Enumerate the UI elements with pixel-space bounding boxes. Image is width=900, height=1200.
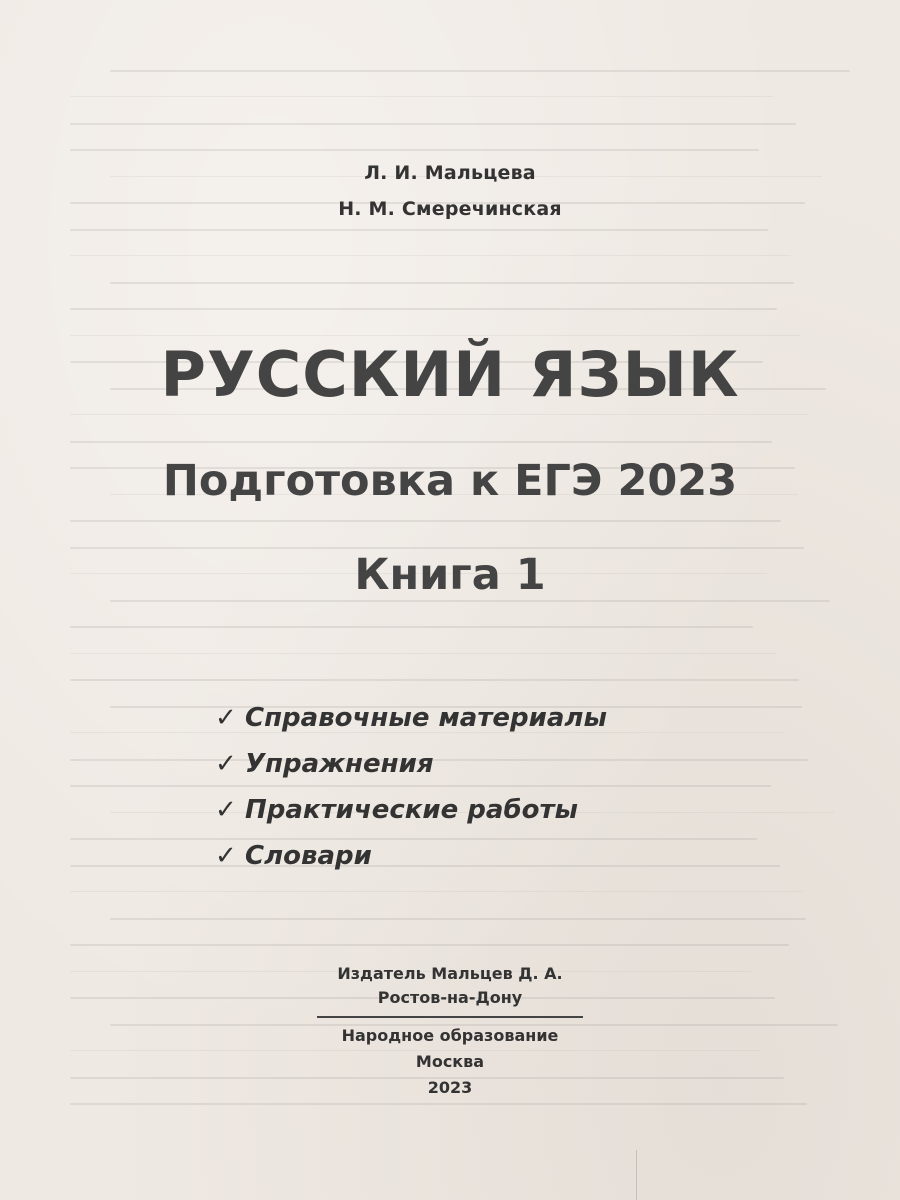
show-through-line — [110, 918, 806, 920]
imprint-city: Москва — [415, 1052, 485, 1071]
show-through-line — [70, 441, 772, 443]
show-through-line — [70, 944, 789, 946]
checkmark-icon: ✓ — [215, 703, 237, 733]
author-1: Л. И. Мальцева — [364, 162, 536, 184]
imprint-name: Народное образование — [341, 1026, 559, 1045]
show-through-line — [70, 229, 768, 231]
show-through-line — [70, 414, 809, 415]
show-through-line — [70, 123, 796, 125]
show-through-line — [70, 653, 776, 654]
checkmark-icon: ✓ — [215, 749, 237, 779]
author-2: Н. М. Смеречинская — [338, 198, 562, 220]
feature-item — [215, 695, 735, 741]
show-through-line — [70, 626, 753, 628]
show-through-line — [70, 679, 799, 681]
book-subtitle: Подготовка к ЕГЭ 2023 — [162, 456, 738, 506]
checkmark-icon: ✓ — [215, 841, 237, 871]
show-through-line — [70, 96, 773, 97]
show-through-line — [70, 891, 803, 892]
publisher-name: Издатель Мальцев Д. А. — [337, 964, 563, 983]
feature-list — [215, 695, 735, 879]
show-through-line — [70, 1103, 807, 1105]
feature-item — [215, 787, 735, 833]
publisher-city: Ростов-на-Дону — [377, 988, 523, 1007]
show-through-line — [70, 547, 804, 549]
show-through-line — [70, 520, 781, 522]
feature-label: Практические работы — [245, 795, 579, 825]
checkmark-icon: ✓ — [215, 795, 237, 825]
book-volume: Книга 1 — [354, 550, 546, 600]
feature-item — [215, 741, 735, 787]
show-through-line — [70, 255, 791, 256]
show-through-line — [70, 149, 759, 151]
feature-label: Словари — [245, 841, 372, 871]
show-through-line — [70, 308, 777, 310]
publisher-divider — [317, 1016, 583, 1018]
show-through-line — [70, 335, 800, 336]
feature-item — [215, 833, 735, 879]
book-title: РУССКИЙ ЯЗЫК — [160, 338, 740, 411]
show-through-line — [110, 600, 830, 602]
show-through-line — [110, 282, 794, 284]
publication-year: 2023 — [427, 1078, 473, 1097]
show-through-line — [110, 70, 850, 72]
show-through-line — [70, 1050, 761, 1051]
feature-label: Упражнения — [245, 749, 434, 779]
page-crease — [636, 1150, 637, 1200]
feature-label: Справочные материалы — [245, 703, 607, 733]
